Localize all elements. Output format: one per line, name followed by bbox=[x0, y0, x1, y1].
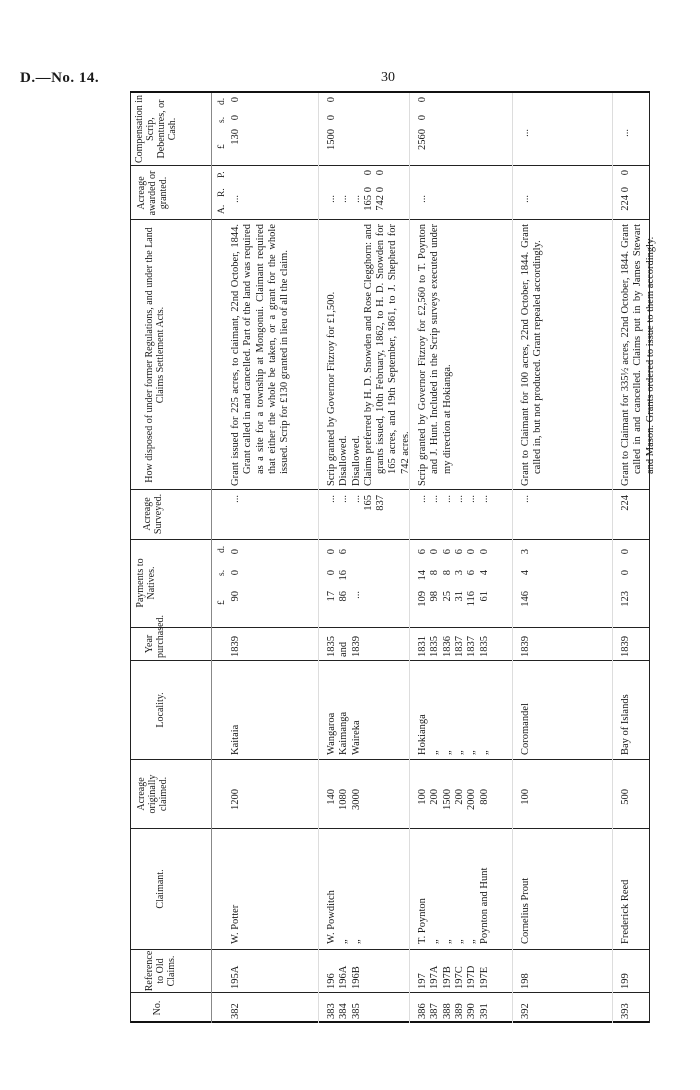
year-purchased: 1837 bbox=[466, 636, 478, 657]
header-acreage-surveyed: Acreage Surveyed. bbox=[142, 493, 164, 535]
payment-pounds: 98 bbox=[429, 591, 441, 602]
year-purchased: 1839 bbox=[350, 636, 362, 657]
acreage-surveyed: ... bbox=[338, 495, 350, 503]
acreage-awarded-acres: 742 bbox=[375, 195, 387, 211]
payment-pounds: 17 bbox=[326, 591, 337, 602]
compensation-pounds: 130 bbox=[230, 129, 241, 145]
header-rule bbox=[211, 93, 212, 1023]
acreage-surveyed: 837 bbox=[375, 495, 387, 511]
page-number: 30 bbox=[381, 70, 395, 85]
payment-pounds: 31 bbox=[453, 591, 465, 602]
locality: Wangaroa bbox=[326, 712, 337, 755]
claim-number: 388 bbox=[441, 1003, 453, 1019]
acreage-awarded-perches: 0 bbox=[375, 170, 387, 176]
old-claim-ref: 196 bbox=[326, 973, 337, 989]
compensation-shillings: 0 bbox=[326, 115, 337, 121]
disposal-text: Grant to Claimant for 335½ acres, 22nd October, 1844. Grant called in and cancelled. Claims put in by James Stewart and Mason. Grants ordered to issue to them accordingly. bbox=[620, 224, 656, 486]
claim-number: 385 bbox=[350, 1003, 362, 1019]
acreage-awarded-roods: 0 bbox=[362, 187, 374, 193]
payment-shillings: 16 bbox=[338, 570, 350, 581]
locality: „ bbox=[441, 750, 453, 755]
claimant-name: T. Poynton bbox=[417, 898, 428, 944]
disposal-line: Scrip granted by Governor Fitzroy for £1,500. bbox=[326, 291, 337, 486]
header-acreage-awarded: Acreage awarded or granted. bbox=[136, 170, 169, 216]
claimant-name: W. Powditch bbox=[326, 890, 337, 944]
col-rule bbox=[130, 539, 650, 540]
claimant-name: „ bbox=[429, 939, 441, 944]
pay-unit-pence: d. bbox=[217, 545, 227, 553]
acreage-claimed: 100 bbox=[417, 789, 428, 805]
table-top-rule bbox=[130, 93, 131, 1023]
claimant-name: „ bbox=[338, 939, 350, 944]
acreage-surveyed: ... bbox=[520, 495, 531, 503]
disposal-text: Scrip granted by Governor Fitzroy for £2,560 to T. Poynton and J. Hunt. Included in the Scrip surveys executed under my direction at Hokianga. bbox=[417, 224, 453, 486]
acreage-surveyed: ... bbox=[230, 495, 241, 503]
old-claim-ref: 195A bbox=[230, 965, 241, 989]
payment-pence: 0 bbox=[466, 549, 478, 555]
claim-number: 391 bbox=[478, 1003, 490, 1019]
claim-number: 390 bbox=[466, 1003, 478, 1019]
acreage-surveyed: ... bbox=[350, 495, 362, 503]
table-edge-right bbox=[130, 91, 650, 93]
old-claim-ref: 198 bbox=[520, 973, 531, 989]
acreage-claimed: 1080 bbox=[338, 789, 350, 810]
comp-unit-pence: d. bbox=[217, 97, 227, 105]
compensation-pence: 0 bbox=[230, 97, 241, 103]
payment-pounds: 25 bbox=[441, 591, 453, 602]
payment-pence: 6 bbox=[338, 549, 350, 555]
col-rule bbox=[130, 627, 650, 628]
acreage-awarded-acres: ... bbox=[520, 195, 531, 203]
acreage-awarded-acres: ... bbox=[230, 195, 241, 203]
acreage-claimed: 100 bbox=[520, 789, 531, 805]
year-purchased: 1836 bbox=[441, 636, 453, 657]
acreage-awarded-acres: ... bbox=[417, 195, 428, 203]
old-claim-ref: 197B bbox=[441, 966, 453, 989]
claimant-name: Poynton and Hunt bbox=[478, 867, 490, 944]
payment-shillings: 3 bbox=[453, 570, 465, 576]
payment-pence: 6 bbox=[441, 549, 453, 555]
old-claim-ref: 197 bbox=[417, 973, 428, 989]
payment-pence: 0 bbox=[478, 549, 490, 555]
payment-pounds: ... bbox=[350, 591, 362, 599]
year-purchased: 1831 bbox=[417, 636, 428, 657]
acre-unit-perches: P. bbox=[217, 171, 227, 178]
claimant-name: W. Potter bbox=[230, 904, 241, 944]
acreage-claimed: 3000 bbox=[350, 789, 362, 810]
old-claim-ref: 197C bbox=[453, 966, 465, 989]
year-purchased: 1835 bbox=[478, 636, 490, 657]
payment-pence: 0 bbox=[429, 549, 441, 555]
acreage-claimed: 2000 bbox=[466, 789, 478, 810]
compensation-shillings: 0 bbox=[230, 115, 241, 121]
payment-pounds: 123 bbox=[620, 591, 631, 607]
acreage-surveyed: 224 bbox=[620, 495, 631, 511]
claimant-name: Frederick Reed bbox=[620, 879, 631, 944]
compensation-shillings: 0 bbox=[417, 115, 428, 121]
claim-number: 389 bbox=[453, 1003, 465, 1019]
locality: „ bbox=[478, 750, 490, 755]
payment-pounds: 109 bbox=[417, 591, 428, 607]
payment-pence: 6 bbox=[453, 549, 465, 555]
table-edge-left bbox=[130, 1021, 650, 1023]
old-claim-ref: 196A bbox=[338, 965, 350, 989]
acreage-surveyed: ... bbox=[453, 495, 465, 503]
header-year: Year purchased. bbox=[144, 614, 166, 658]
acreage-awarded-acres: ... bbox=[338, 195, 350, 203]
acreage-awarded-perches: 0 bbox=[620, 170, 631, 176]
compensation-pence: 0 bbox=[326, 97, 337, 103]
year-purchased: 1835 bbox=[429, 636, 441, 657]
payment-pence: 0 bbox=[620, 549, 631, 555]
row-separator bbox=[612, 93, 613, 1023]
payment-shillings: 0 bbox=[620, 570, 631, 576]
payment-pounds: 146 bbox=[520, 591, 531, 607]
payment-pounds: 86 bbox=[338, 591, 350, 602]
claimant-name: „ bbox=[441, 939, 453, 944]
payment-pence: 0 bbox=[230, 549, 241, 555]
year-purchased: 1837 bbox=[453, 636, 465, 657]
acreage-claimed: 1200 bbox=[230, 789, 241, 810]
col-rule bbox=[130, 660, 650, 661]
payment-pence: 3 bbox=[520, 549, 531, 555]
old-claim-ref: 197A bbox=[429, 965, 441, 989]
col-rule bbox=[130, 828, 650, 829]
compensation-pence: 0 bbox=[417, 97, 428, 103]
locality: Kaitaia bbox=[230, 724, 241, 755]
disposal-text: Grant issued for 225 acres, to claimant, 22nd October, 1844. Grant called in and cancelled. Part of the land was required as a site for a township at Mongonui. Claimant required that either the whole be taken, or a grant for the whole issued. Scrip for £130 granted in lieu of all the claim. bbox=[230, 224, 291, 486]
locality: Hokianga bbox=[417, 714, 428, 755]
col-rule bbox=[130, 992, 650, 993]
claim-number: 387 bbox=[429, 1003, 441, 1019]
acreage-awarded-perches: 0 bbox=[362, 170, 374, 176]
acreage-surveyed: ... bbox=[326, 495, 337, 503]
acreage-awarded-acres: 165 bbox=[362, 195, 374, 211]
header-ref: Reference to Old Claims. bbox=[144, 950, 177, 992]
payment-pence: 0 bbox=[326, 549, 337, 555]
header-disposal: How disposed of under former Regulations, and under the Land Claims Settlement Acts. bbox=[144, 227, 166, 483]
payment-pence: 6 bbox=[417, 549, 428, 555]
claim-number: 382 bbox=[230, 1003, 241, 1019]
row-separator bbox=[409, 93, 410, 1023]
locality: Coromandel bbox=[520, 703, 531, 755]
locality: Waireka bbox=[350, 720, 362, 755]
header-compensation: Compensation in Scrip, Debentures, or Cash. bbox=[134, 94, 178, 164]
compensation-pounds: ... bbox=[520, 129, 531, 137]
header-payments: Payments to Natives. bbox=[135, 558, 157, 608]
payment-shillings: 6 bbox=[466, 570, 478, 576]
acre-unit-acres: A. bbox=[217, 204, 227, 214]
acreage-surveyed: ... bbox=[441, 495, 453, 503]
payment-shillings: 4 bbox=[478, 570, 490, 576]
old-claim-ref: 197E bbox=[478, 966, 490, 989]
header-no: No. bbox=[152, 1000, 163, 1016]
claimant-name: Cornelius Prout bbox=[520, 877, 531, 944]
acreage-claimed: 500 bbox=[620, 789, 631, 805]
col-rule bbox=[130, 949, 650, 950]
claim-number: 384 bbox=[338, 1003, 350, 1019]
col-rule bbox=[130, 489, 650, 490]
acreage-surveyed: ... bbox=[429, 495, 441, 503]
year-purchased: 1839 bbox=[230, 636, 241, 657]
claim-number: 393 bbox=[620, 1003, 631, 1019]
col-rule bbox=[130, 165, 650, 166]
col-rule bbox=[130, 219, 650, 220]
locality: Kaimanga bbox=[338, 711, 350, 755]
locality: „ bbox=[453, 750, 465, 755]
year-purchased: and bbox=[338, 641, 350, 657]
acreage-surveyed: ... bbox=[478, 495, 490, 503]
header-acreage-claimed: Acreage originally claimed. bbox=[136, 774, 169, 814]
acreage-claimed: 140 bbox=[326, 789, 337, 805]
land-claims-table bbox=[130, 93, 656, 1023]
header-claimant: Claimant. bbox=[155, 869, 166, 909]
col-rule bbox=[130, 759, 650, 760]
acreage-awarded-acres: 224 bbox=[620, 195, 631, 211]
payment-pounds: 116 bbox=[466, 591, 478, 607]
year-purchased: 1839 bbox=[620, 636, 631, 657]
old-claim-ref: 197D bbox=[466, 965, 478, 989]
old-claim-ref: 196B bbox=[350, 966, 362, 989]
payment-shillings: 0 bbox=[326, 570, 337, 576]
acreage-awarded-acres: ... bbox=[350, 195, 362, 203]
payment-shillings: 4 bbox=[520, 570, 531, 576]
acreage-claimed: 200 bbox=[453, 789, 465, 805]
acreage-claimed: 200 bbox=[429, 789, 441, 805]
claim-number: 386 bbox=[417, 1003, 428, 1019]
disposal-text: Grant to Claimant for 100 acres, 22nd October, 1844. Grant called in, but not produced. Grant repealed accordingly. bbox=[520, 224, 544, 486]
claim-number: 383 bbox=[326, 1003, 337, 1019]
acreage-surveyed: ... bbox=[417, 495, 428, 503]
payment-shillings: 14 bbox=[417, 570, 428, 581]
disposal-line: Disallowed. bbox=[350, 435, 362, 486]
old-claim-ref: 199 bbox=[620, 973, 631, 989]
locality: „ bbox=[466, 750, 478, 755]
payment-pounds: 90 bbox=[230, 591, 241, 602]
acreage-awarded-roods: 0 bbox=[375, 187, 387, 193]
disposal-text: Claims preferred by H. D. Snowden and Rose Clegghorn: and grants issued, 10th February, 1862, to H. D. Snowden for 165 acres, and 19th September, 1861, to J. Shepherd for 742 acres. bbox=[362, 224, 411, 486]
document-reference: D.—No. 14. bbox=[20, 70, 100, 86]
year-purchased: 1835 bbox=[326, 636, 337, 657]
acreage-surveyed: ... bbox=[466, 495, 478, 503]
acreage-surveyed: 165 bbox=[362, 495, 374, 511]
header-locality: Locality. bbox=[155, 692, 166, 728]
locality: „ bbox=[429, 750, 441, 755]
row-separator bbox=[512, 93, 513, 1023]
disposal-line: Disallowed. bbox=[338, 435, 350, 486]
payment-shillings: 0 bbox=[230, 570, 241, 576]
year-purchased: 1839 bbox=[520, 636, 531, 657]
claimant-name: „ bbox=[453, 939, 465, 944]
acreage-awarded-roods: 0 bbox=[620, 187, 631, 193]
payment-shillings: 8 bbox=[441, 570, 453, 576]
acreage-claimed: 1500 bbox=[441, 789, 453, 810]
row-separator bbox=[318, 93, 319, 1023]
compensation-pounds: 1500 bbox=[326, 129, 337, 150]
comp-unit-pounds: £ bbox=[217, 144, 227, 149]
acreage-claimed: 800 bbox=[478, 789, 490, 805]
payment-pounds: 61 bbox=[478, 591, 490, 602]
pay-unit-pounds: £ bbox=[217, 600, 227, 605]
compensation-pounds: 2560 bbox=[417, 129, 428, 150]
claimant-name: „ bbox=[350, 939, 362, 944]
comp-unit-shillings: s. bbox=[217, 116, 227, 123]
compensation-pounds: ... bbox=[620, 129, 631, 137]
pay-unit-shillings: s. bbox=[217, 569, 227, 576]
acre-unit-roods: R. bbox=[217, 188, 227, 197]
claimant-name: „ bbox=[466, 939, 478, 944]
payment-shillings: 8 bbox=[429, 570, 441, 576]
locality: Bay of Islands bbox=[620, 694, 631, 755]
claim-number: 392 bbox=[520, 1003, 531, 1019]
acreage-awarded-acres: ... bbox=[326, 195, 337, 203]
